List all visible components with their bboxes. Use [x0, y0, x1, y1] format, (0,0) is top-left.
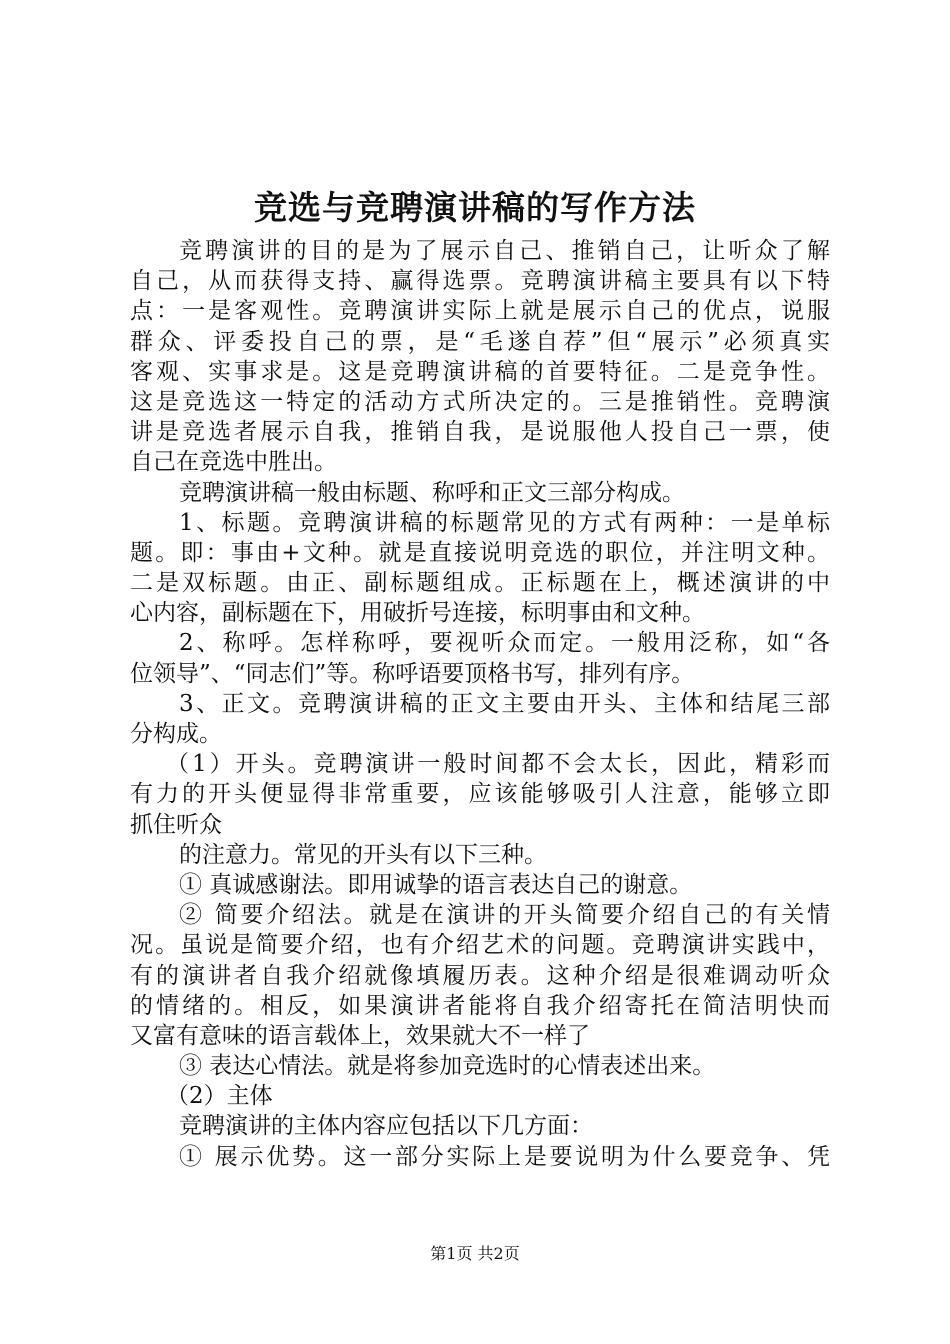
page-footer: 第1页 共2页: [430, 1244, 520, 1263]
text-line: （1）开头。竞聘演讲一般时间都不会太长，因此，精彩而: [166, 751, 830, 778]
text-line: 自己，从而获得支持、赢得选票。竞聘演讲稿主要具有以下特: [130, 268, 830, 295]
document-body: [130, 236, 830, 1172]
text-line: ② 简要介绍法。就是在演讲的开头简要介绍自己的有关情: [179, 902, 830, 929]
text-line: 群众、评委投自己的票，是“毛遂自荐”但“展示”必须真实: [130, 328, 830, 355]
text-line: 竞聘演讲的主体内容应包括以下几方面：: [179, 1113, 593, 1140]
text-line: （2）主体: [166, 1083, 273, 1110]
text-line: 3、正文。竞聘演讲稿的正文主要由开头、主体和结尾三部: [179, 690, 830, 717]
text-line: 又富有意味的语言载体上，效果就大不一样了: [130, 1022, 590, 1049]
text-line: 讲是竞选者展示自我，推销自我，是说服他人投自己一票，使: [130, 419, 830, 446]
text-line: 心内容，副标题在下，用破折号连接，标明事由和文种。: [130, 600, 705, 627]
text-line: ③ 表达心情法。就是将参加竞选时的心情表述出来。: [179, 1053, 716, 1080]
text-line: 的情绪的。相反，如果演讲者能将自我介绍寄托在简洁明快而: [130, 992, 830, 1019]
text-line: 竞聘演讲稿一般由标题、称呼和正文三部分构成。: [179, 479, 685, 506]
text-line: 位领导”、“同志们”等。称呼语要顶格书写，排列有序。: [130, 660, 695, 687]
text-line: 点：一是客观性。竞聘演讲实际上就是展示自己的优点，说服: [130, 298, 830, 325]
text-line: 二是双标题。由正、副标题组成。正标题在上，概述演讲的中: [130, 570, 830, 597]
text-line: 竞聘演讲的目的是为了展示自己、推销自己，让听众了解: [179, 238, 830, 264]
text-line: 这是竞选这一特定的活动方式所决定的。三是推销性。竞聘演: [130, 388, 830, 415]
text-line: ① 真诚感谢法。即用诚挚的语言表达自己的谢意。: [179, 871, 693, 898]
text-line: 有的演讲者自我介绍就像填履历表。这种介绍是很难调动听众: [130, 962, 830, 989]
text-line: 客观、实事求是。这是竞聘演讲稿的首要特征。二是竞争性。: [130, 358, 830, 385]
text-line: 况。虽说是简要介绍，也有介绍艺术的问题。竞聘演讲实践中，: [130, 932, 830, 959]
text-line: 的注意力。常见的开头有以下三种。: [179, 841, 547, 868]
text-line: 2、称呼。怎样称呼，要视听众而定。一般用泛称，如“各: [179, 630, 830, 657]
text-line: 有力的开头便显得非常重要，应该能够吸引人注意，能够立即: [130, 781, 830, 808]
text-line: 抓住听众: [130, 811, 222, 838]
text-line: 自己在竞选中胜出。: [130, 449, 337, 476]
text-line: 1、标题。竞聘演讲稿的标题常见的方式有两种：一是单标: [179, 509, 830, 536]
text-line: 分构成。: [130, 721, 222, 747]
document-title: 竞选与竞聘演讲稿的写作方法: [254, 188, 696, 227]
text-line: ① 展示优势。这一部分实际上是要说明为什么要竞争、凭: [179, 1143, 830, 1170]
text-line: 题。即：事由+文种。就是直接说明竞选的职位，并注明文种。: [130, 539, 830, 566]
